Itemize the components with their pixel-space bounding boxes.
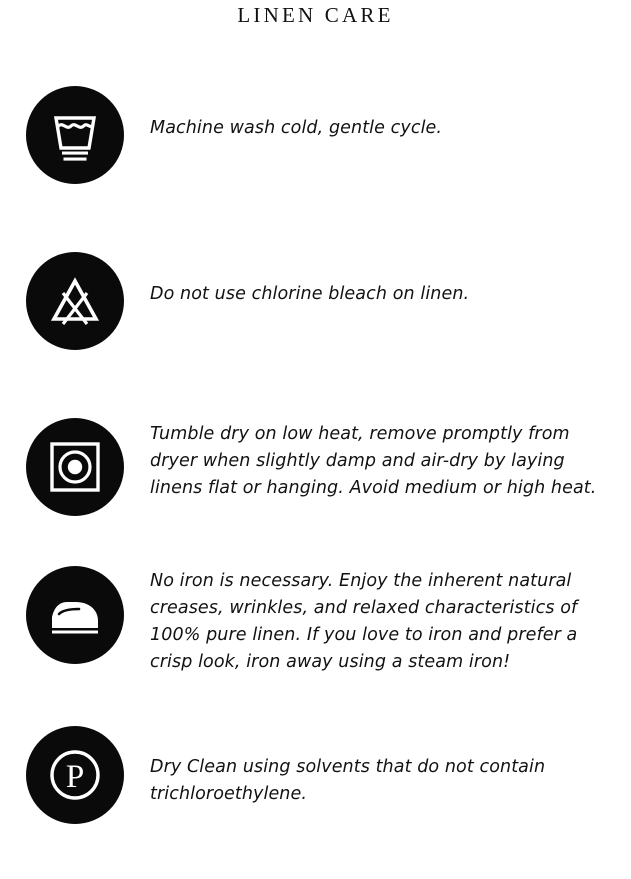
list-item <box>0 418 631 516</box>
care-instruction-text: Dry Clean using solvents that do not contain trichloroethylene. <box>150 757 546 804</box>
icon-cell <box>0 726 150 824</box>
icon-cell <box>0 252 150 350</box>
icon-cell <box>0 86 150 184</box>
icon-cell <box>0 418 150 516</box>
care-instruction-text: Machine wash cold, gentle cycle. <box>150 118 443 138</box>
icon-cell <box>0 566 150 664</box>
svg-text:P: P <box>65 759 85 795</box>
text-cell <box>150 86 631 142</box>
iron-icon <box>26 566 124 664</box>
dry-clean-p-icon <box>26 726 124 824</box>
tumble-dry-icon <box>26 418 124 516</box>
care-instruction-text: No iron is necessary. Enjoy the inherent natural creases, wrinkles, and relaxed characteristics of 100% pure linen. If you love to iron and prefer a crisp look, iron away using a steam iron! <box>150 571 578 672</box>
list-item <box>0 726 631 824</box>
list-item <box>0 566 631 676</box>
wash-tub-icon <box>26 86 124 184</box>
text-cell <box>150 418 631 502</box>
page-title: LINEN CARE <box>237 3 394 27</box>
text-cell <box>150 726 631 808</box>
no-bleach-triangle-icon <box>26 252 124 350</box>
list-item <box>0 252 631 350</box>
care-instruction-list <box>0 86 631 824</box>
text-cell <box>150 566 631 676</box>
care-instruction-text: Tumble dry on low heat, remove promptly from dryer when slightly damp and air-dry by laying linens flat or hanging. Avoid medium or high heat. <box>150 424 597 498</box>
care-instruction-text: Do not use chlorine bleach on linen. <box>150 284 470 304</box>
list-item <box>0 86 631 184</box>
text-cell <box>150 252 631 308</box>
